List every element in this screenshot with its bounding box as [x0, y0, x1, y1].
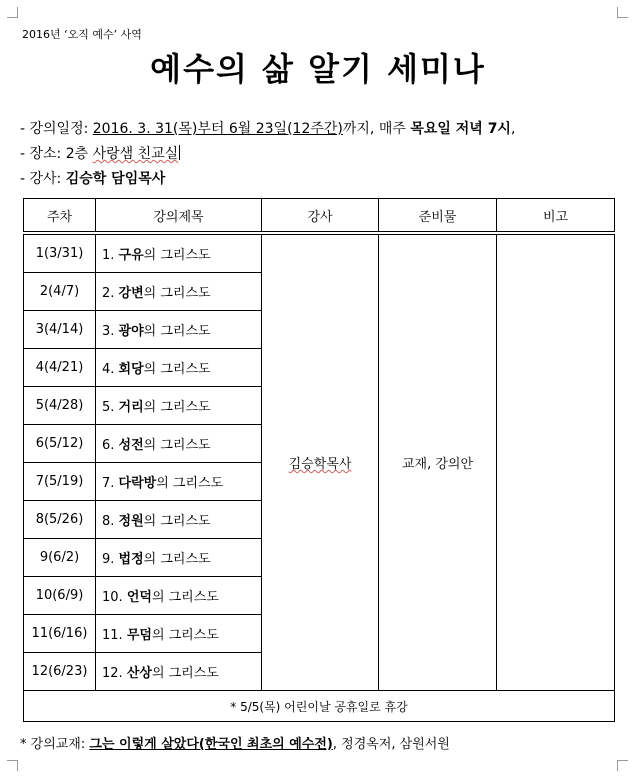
- week-cell: 12(6/23): [24, 653, 96, 691]
- header-week: 주차: [24, 199, 96, 234]
- place-value: 사랑샘 친교실: [92, 146, 179, 162]
- document-title: 예수의 삶 알기 세미나: [150, 50, 486, 88]
- lecture-suffix: 의 그리스도: [143, 514, 211, 529]
- lecture-suffix: 의 그리스도: [143, 400, 211, 415]
- lecture-keyword: 거리: [118, 400, 144, 415]
- lecture-number: 1.: [102, 248, 119, 263]
- lecture-title-cell: [96, 273, 262, 311]
- remarks-cell: [497, 233, 615, 691]
- place-line: [20, 143, 180, 163]
- lecture-number: 11.: [102, 628, 127, 643]
- lecture-title-cell: [96, 387, 262, 425]
- lecture-title-cell: [96, 233, 262, 273]
- schedule-end: ,: [510, 121, 516, 137]
- lecture-keyword: 성전: [118, 438, 144, 453]
- lecturer-cell: [262, 233, 379, 691]
- schedule-time: 목요일 저녁 7시: [410, 121, 511, 137]
- lecturer-label: - 강사:: [20, 171, 66, 187]
- lecture-number: 2.: [102, 286, 119, 301]
- week-cell: 8(5/26): [24, 501, 96, 539]
- schedule-rest: 까지, 매주: [342, 121, 411, 137]
- week-cell: 2(4/7): [24, 273, 96, 311]
- lecture-number: 6.: [102, 438, 119, 453]
- lecturer-line: [20, 168, 165, 188]
- lecture-title-cell: [96, 425, 262, 463]
- place-label: - 장소:: [20, 146, 66, 162]
- place-floor: 2층: [65, 146, 93, 162]
- lecture-title-cell: [96, 615, 262, 653]
- table-header-row: [24, 199, 615, 234]
- lecture-number: 7.: [102, 476, 119, 491]
- schedule-line: [20, 118, 515, 138]
- lecturer-name: 김승학목사: [288, 457, 352, 472]
- week-cell: 7(5/19): [24, 463, 96, 501]
- lecture-keyword: 언덕: [126, 590, 152, 605]
- week-cell: 6(5/12): [24, 425, 96, 463]
- page-corner-mark: [617, 760, 628, 771]
- lecture-keyword: 광야: [118, 324, 144, 339]
- lecture-keyword: 법정: [118, 552, 144, 567]
- lecture-number: 10.: [102, 590, 127, 605]
- lecture-suffix: 의 그리스도: [151, 628, 219, 643]
- lecture-title-cell: [96, 539, 262, 577]
- header-lecturer: 강사: [262, 199, 379, 234]
- lecture-keyword: 무덤: [126, 628, 152, 643]
- textbook-rest: , 정경옥저, 삼원서원: [332, 737, 450, 752]
- textbook-label: * 강의교재:: [20, 737, 90, 752]
- schedule-value: 2016. 3. 31(목)부터 6월 23일(12주간): [92, 121, 343, 137]
- lecture-title-cell: [96, 577, 262, 615]
- lecture-title-cell: [96, 463, 262, 501]
- note-row: [24, 691, 615, 722]
- schedule-label: - 강의일정:: [20, 121, 93, 137]
- week-cell: 11(6/16): [24, 615, 96, 653]
- lecture-number: 8.: [102, 514, 119, 529]
- document-subtitle: 2016년 ‘오직 예수’ 사역: [22, 28, 142, 41]
- lecture-suffix: 의 그리스도: [143, 286, 211, 301]
- week-cell: 9(6/2): [24, 539, 96, 577]
- header-materials: 준비물: [379, 199, 497, 234]
- lecture-number: 9.: [102, 552, 119, 567]
- week-cell: 5(4/28): [24, 387, 96, 425]
- lecture-keyword: 회당: [118, 362, 144, 377]
- week-cell: 3(4/14): [24, 311, 96, 349]
- lecture-title-cell: [96, 653, 262, 691]
- lecture-suffix: 의 그리스도: [143, 362, 211, 377]
- schedule-table: [23, 198, 615, 722]
- textbook-line: [20, 733, 450, 752]
- lecture-title-cell: [96, 501, 262, 539]
- lecture-number: 4.: [102, 362, 119, 377]
- text-cursor: [179, 145, 180, 160]
- lecture-suffix: 의 그리스도: [143, 248, 211, 263]
- lecturer-value: 김승학 담임목사: [65, 171, 166, 187]
- page-corner-mark: [7, 7, 18, 18]
- header-remarks: 비고: [497, 199, 615, 234]
- lecture-suffix: 의 그리스도: [143, 552, 211, 567]
- lecture-number: 12.: [102, 666, 127, 681]
- lecture-keyword: 산상: [126, 666, 152, 681]
- page-corner-mark: [617, 7, 628, 18]
- week-cell: 10(6/9): [24, 577, 96, 615]
- lecture-title-cell: [96, 349, 262, 387]
- lecture-keyword: 정원: [118, 514, 144, 529]
- lecture-number: 3.: [102, 324, 119, 339]
- lecture-keyword: 다락방: [118, 476, 157, 491]
- header-title: 강의제목: [96, 199, 262, 234]
- lecture-suffix: 의 그리스도: [151, 666, 219, 681]
- materials-cell: 교재, 강의안: [379, 233, 497, 691]
- week-cell: 1(3/31): [24, 233, 96, 273]
- textbook-title: 그는 이렇게 살았다(한국인 최초의 예수전): [89, 737, 333, 752]
- page-corner-mark: [7, 760, 18, 771]
- lecture-title-cell: [96, 311, 262, 349]
- lecture-keyword: 구유: [118, 248, 144, 263]
- lecture-suffix: 의 그리스도: [143, 438, 211, 453]
- lecture-suffix: 의 그리스도: [143, 324, 211, 339]
- lecture-number: 5.: [102, 400, 119, 415]
- holiday-note: * 5/5(목) 어린이날 공휴일로 휴강: [24, 691, 615, 722]
- lecture-suffix: 의 그리스도: [156, 476, 224, 491]
- table-row: [24, 233, 615, 273]
- lecture-suffix: 의 그리스도: [151, 590, 219, 605]
- lecture-keyword: 강변: [118, 286, 144, 301]
- week-cell: 4(4/21): [24, 349, 96, 387]
